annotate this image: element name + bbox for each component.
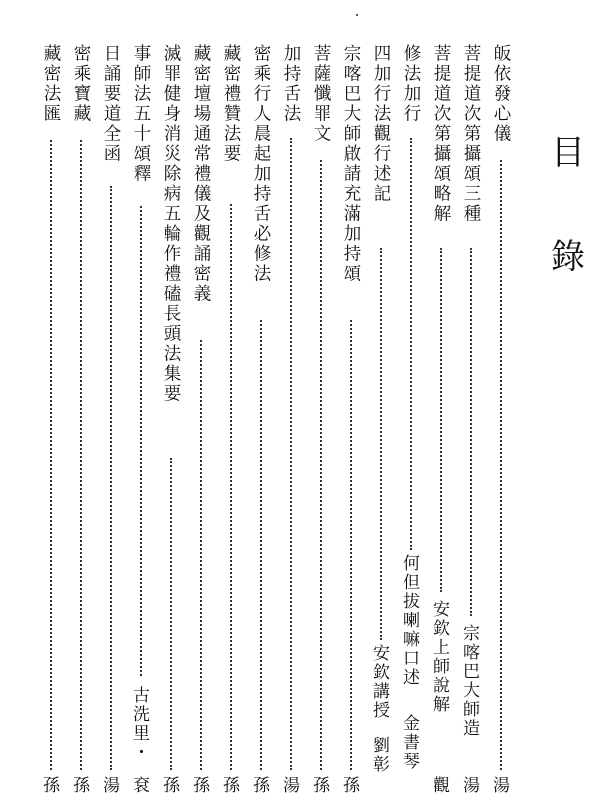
leader-dots (380, 248, 384, 640)
entry-title: 修法加行 (401, 44, 421, 124)
toc-entry (127, 0, 155, 800)
entry-page-ref: 觀 (429, 776, 449, 795)
leader-dots (350, 320, 354, 770)
toc-entry (37, 0, 65, 800)
toc-entry (457, 0, 485, 800)
toc-entry (67, 0, 95, 800)
entry-title: 皈依發心儀 (491, 44, 511, 144)
leader-dots (140, 206, 144, 676)
entry-title: 宗喀巴大師啟請充滿加持頌 (341, 44, 361, 284)
entry-author: 宗喀巴大師造 (459, 624, 479, 738)
leader-dots (470, 248, 474, 616)
entry-page-ref: 湯 (279, 776, 299, 795)
toc-entry (397, 0, 425, 800)
page-title-char-1: 目 (551, 133, 585, 173)
entry-page-ref: 孫 (309, 776, 329, 795)
toc-entry (247, 0, 275, 800)
entry-page-ref: 湯 (99, 776, 119, 795)
toc-entry (187, 0, 215, 800)
leader-dots (230, 204, 234, 770)
scan-speck (356, 14, 358, 16)
entry-title: 事師法五十頌釋 (131, 44, 151, 184)
leader-dots (50, 140, 54, 770)
leader-dots (170, 458, 174, 770)
entry-page-ref: 孫 (249, 776, 269, 795)
entry-title: 菩提道次第攝頌三種 (461, 44, 481, 224)
leader-dots (440, 248, 444, 592)
entry-page-ref: 孫 (39, 776, 59, 795)
toc-entry (307, 0, 335, 800)
entry-title: 菩薩懺罪文 (311, 44, 331, 144)
entry-page-ref: 孫 (189, 776, 209, 795)
entry-page-ref: 湯 (459, 776, 479, 795)
entry-title: 日誦要道全函 (101, 44, 121, 164)
entry-title: 密乘寶藏 (71, 44, 91, 124)
entry-page-ref: 袞 (129, 776, 149, 795)
leader-dots (500, 160, 504, 770)
entry-title: 菩提道次第攝頌略解 (431, 44, 451, 224)
entry-author: 古洗里・ (129, 686, 149, 762)
entry-page-ref: 孫 (69, 776, 89, 795)
entry-author: 何但拔喇嘛口述 (399, 554, 419, 687)
entry-title: 密乘行人晨起加持舌必修法 (251, 44, 271, 284)
entry-page-ref: 孫 (219, 776, 239, 795)
toc-entry (427, 0, 455, 800)
toc-entry (367, 0, 395, 800)
leader-dots (320, 160, 324, 770)
entry-page-ref: 孫 (339, 776, 359, 795)
entry-page-ref: 孫 (159, 776, 179, 795)
entry-title: 滅罪健身消災除病五輪作禮磕長頭法集要 (161, 44, 181, 404)
entry-title: 藏密法匯 (41, 44, 61, 124)
entry-title: 藏密壇場通常禮儀及觀誦密義 (191, 44, 211, 304)
entry-author: 安欽上師說解 (429, 600, 449, 714)
leader-dots (110, 186, 114, 770)
entry-title: 四加行法觀行述記 (371, 44, 391, 204)
leader-dots (200, 340, 204, 770)
toc-entry (217, 0, 245, 800)
leader-dots (260, 320, 264, 770)
entry-title: 藏密禮贊法要 (221, 44, 241, 164)
page-title-char-2: 錄 (551, 237, 585, 277)
toc-entry (277, 0, 305, 800)
toc-entry (487, 0, 515, 800)
entry-title: 加持舌法 (281, 44, 301, 124)
entry-author: 安欽講授 (369, 644, 389, 720)
toc-entry (337, 0, 365, 800)
entry-author-secondary: 金書琴 (399, 714, 419, 771)
toc-entry (157, 0, 185, 800)
leader-dots (290, 138, 294, 770)
leader-dots (410, 138, 414, 550)
leader-dots (80, 140, 84, 770)
toc-entry (97, 0, 125, 800)
entry-author-secondary: 劉彰 (369, 736, 389, 774)
entry-page-ref: 湯 (489, 776, 509, 795)
